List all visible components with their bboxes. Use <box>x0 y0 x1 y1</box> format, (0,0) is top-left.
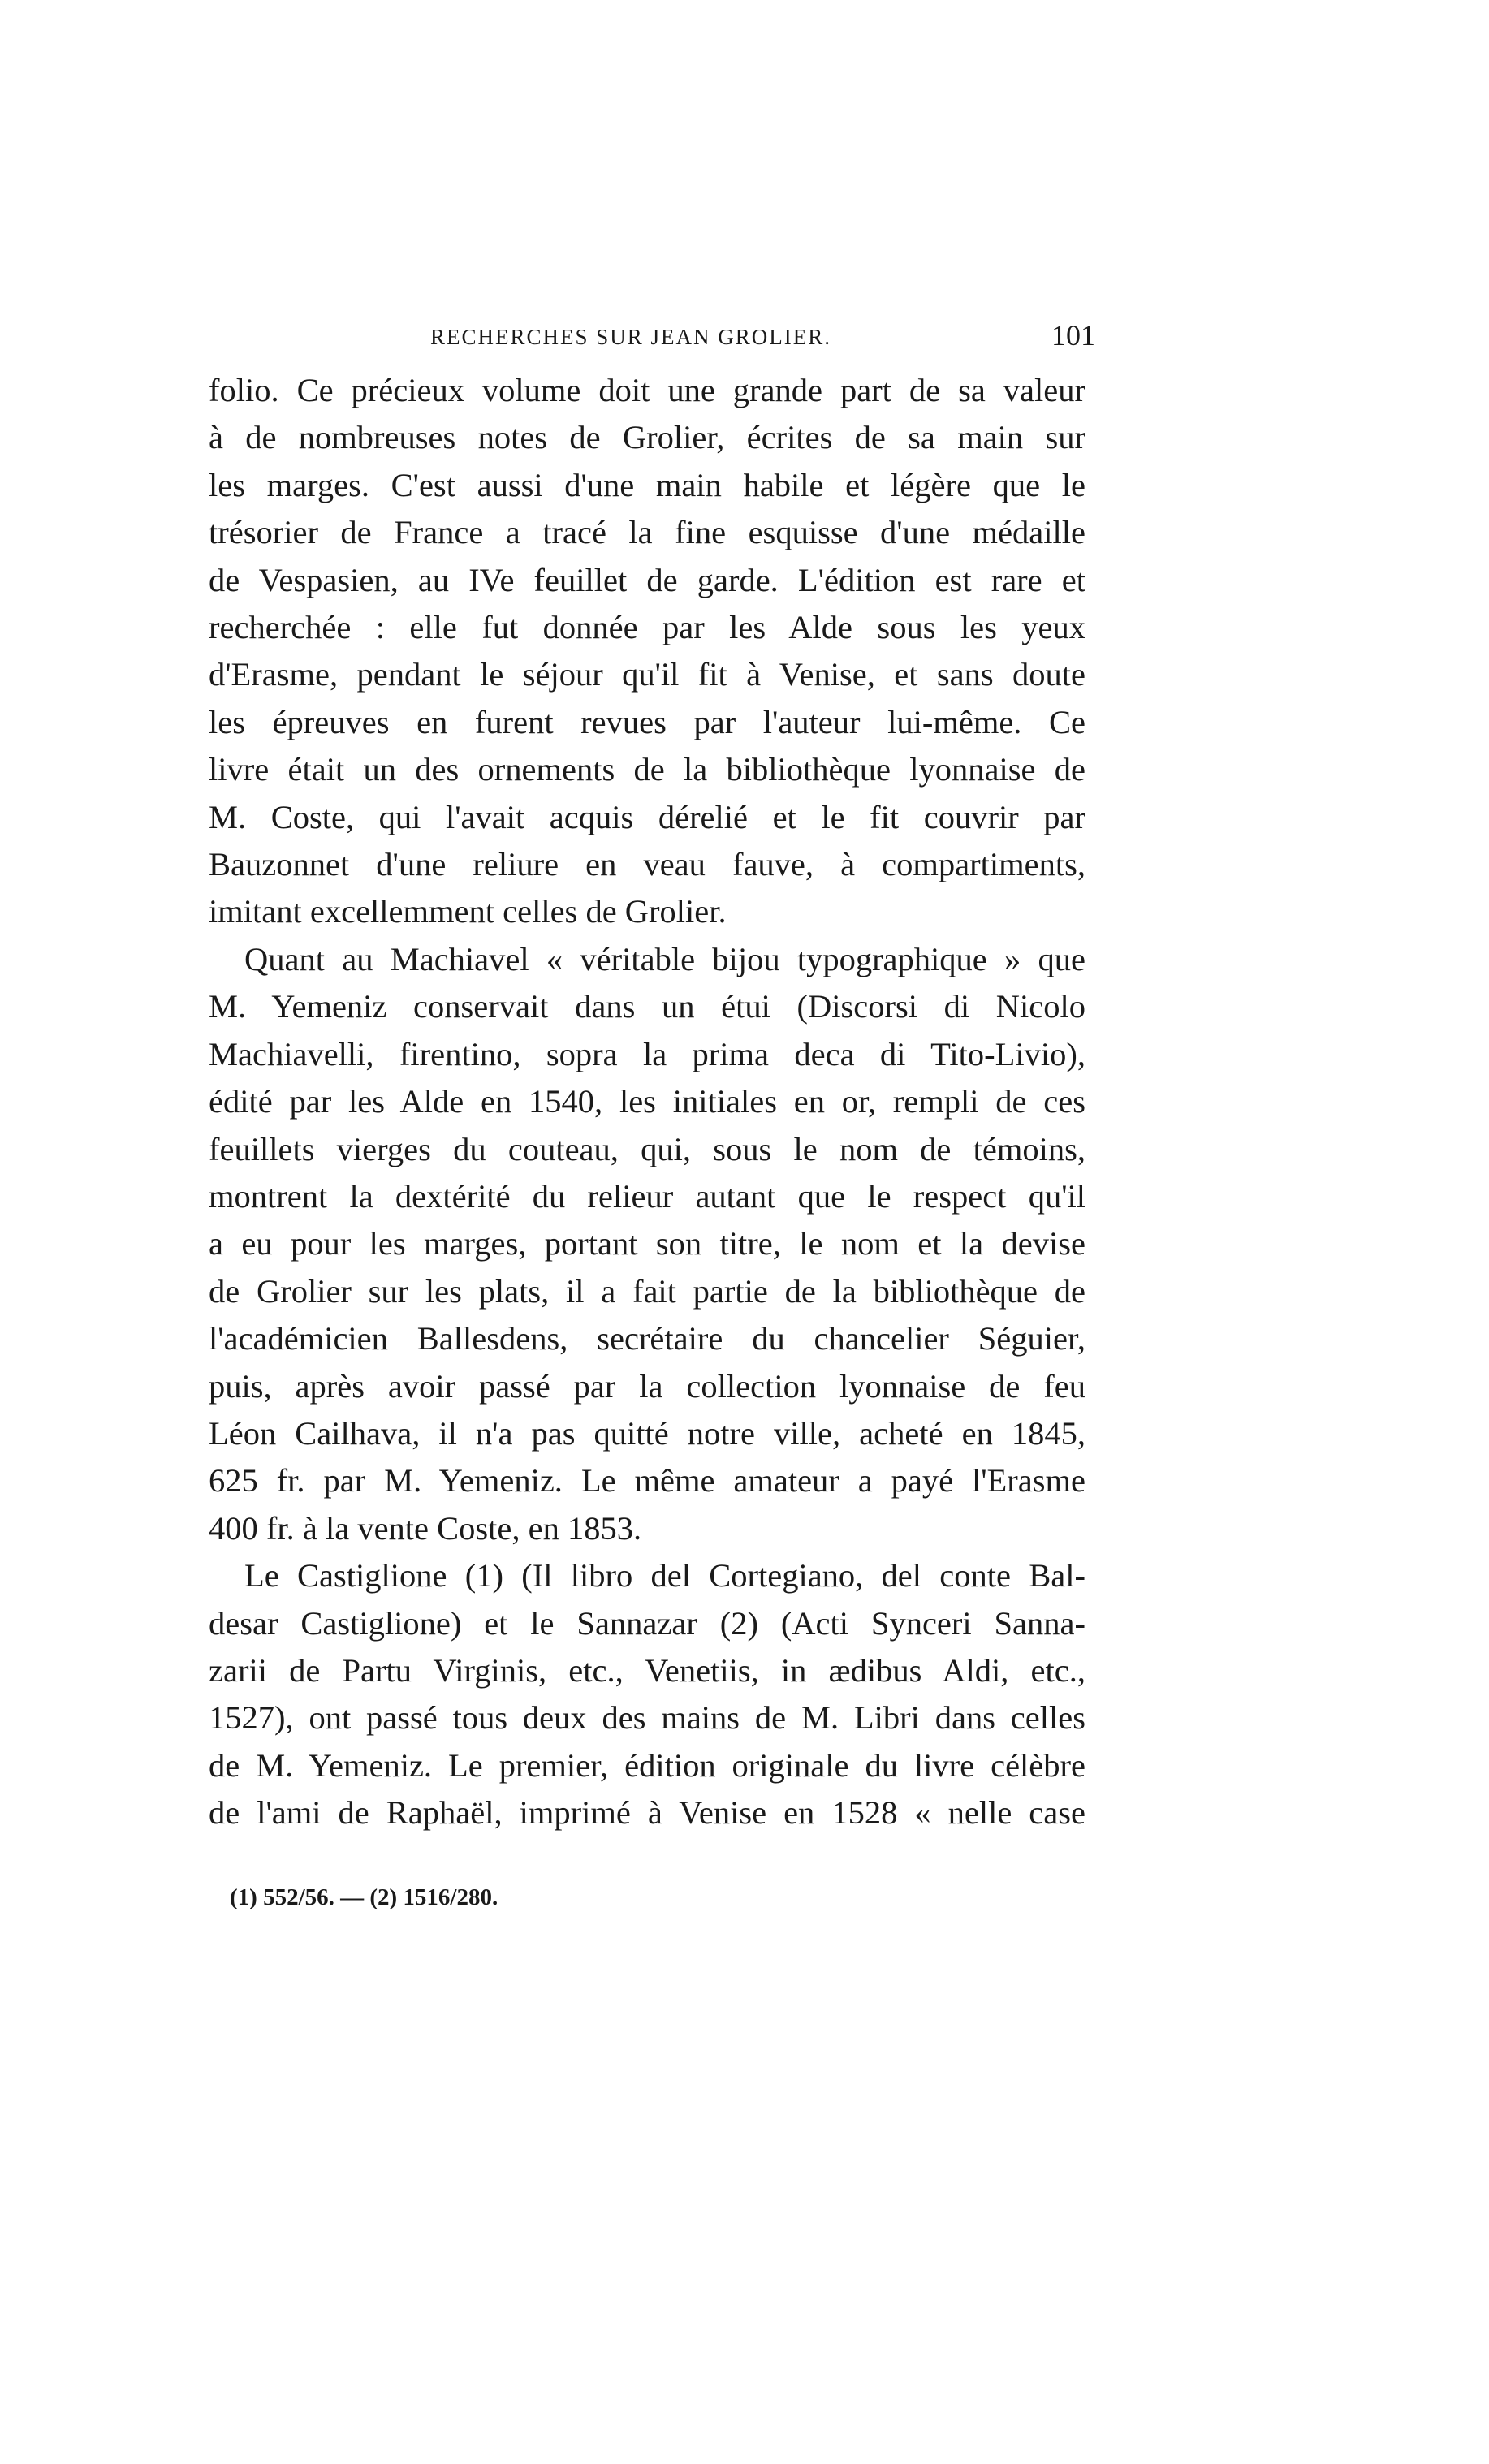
running-head <box>209 318 1095 367</box>
text-line: recherchée : elle fut donnée par les Alde sous les yeux <box>209 609 1085 646</box>
book-page <box>209 318 1095 1911</box>
text-line: les épreuves en furent revues par l'auteur lui-même. Ce <box>209 703 1085 740</box>
text-line: trésorier de France a tracé la fine esquisse d'une médaille <box>209 514 1085 551</box>
text-line: M. Coste, qui l'avait acquis dérelié et le fit couvrir par <box>209 798 1085 835</box>
text-line: Machiavelli, firentino, sopra la prima deca di Tito-Livio), <box>209 1035 1085 1072</box>
page-number: 101 <box>1051 319 1095 352</box>
text-line: 1527), ont passé tous deux des mains de M. Libri dans celles <box>209 1699 1085 1737</box>
text-line: zarii de Partu Virginis, etc., Venetiis, in ædibus Aldi, etc., <box>209 1651 1085 1689</box>
text-line: Bauzonnet d'une reliure en veau fauve, à compartiments, <box>209 846 1085 883</box>
text-line: les marges. C'est aussi d'une main habile et légère que le <box>209 466 1085 503</box>
text-line: de Vespasien, au IVe feuillet de garde. L'édition est rare et <box>209 561 1085 598</box>
text-line: desar Castiglione) et le Sannazar (2) (Acti Synceri Sanna- <box>209 1604 1085 1642</box>
text-line: folio. Ce précieux volume doit une grande part de sa valeur <box>209 372 1085 408</box>
text-line: 400 fr. à la vente Coste, en 1853. <box>209 1509 642 1547</box>
text-line: livre était un des ornements de la bibliothèque lyonnaise de <box>209 751 1085 788</box>
text-line: Le Castiglione (1) (Il libro del Cortegiano, del conte Bal- <box>244 1557 1085 1594</box>
text-line: imitant excellemment celles de Grolier. <box>209 893 727 930</box>
text-line: Léon Cailhava, il n'a pas quitté notre ville, acheté en 1845, <box>209 1414 1085 1452</box>
text-line: d'Erasme, pendant le séjour qu'il fit à Venise, et sans doute <box>209 656 1085 693</box>
running-title: RECHERCHES SUR JEAN GROLIER. <box>429 325 832 349</box>
body-text <box>209 367 1085 1837</box>
text-line: M. Yemeniz conservait dans un étui (Discorsi di Nicolo <box>209 988 1085 1025</box>
text-line: feuillets vierges du couteau, qui, sous le nom de témoins, <box>209 1130 1085 1167</box>
text-line: l'académicien Ballesdens, secrétaire du chancelier Séguier, <box>209 1320 1085 1357</box>
text-line: de M. Yemeniz. Le premier, édition originale du livre célèbre <box>209 1746 1085 1784</box>
text-line: a eu pour les marges, portant son titre, le nom et la devise <box>209 1225 1085 1262</box>
text-line: 625 fr. par M. Yemeniz. Le même amateur a payé l'Erasme <box>209 1462 1085 1500</box>
text-line: de l'ami de Raphaël, imprimé à Venise en 1528 « nelle case <box>209 1794 1085 1832</box>
text-line: Quant au Machiavel « véritable bijou typographique » que <box>244 940 1085 977</box>
text-line: de Grolier sur les plats, il a fait partie de la bibliothèque de <box>209 1272 1085 1310</box>
text-line: à de nombreuses notes de Grolier, écrites de sa main sur <box>209 419 1085 456</box>
text-line: édité par les Alde en 1540, les initiales en or, rempli de ces <box>209 1083 1085 1120</box>
paragraph-2 <box>209 936 1085 1552</box>
text-line: puis, après avoir passé par la collection lyonnaise de feu <box>209 1367 1085 1405</box>
text-line: montrent la dextérité du relieur autant que le respect qu'il <box>209 1177 1085 1215</box>
paragraph-1 <box>209 367 1085 936</box>
paragraph-3 <box>209 1552 1085 1836</box>
footnotes: (1) 552/56. — (2) 1516/280. <box>230 1884 498 1910</box>
